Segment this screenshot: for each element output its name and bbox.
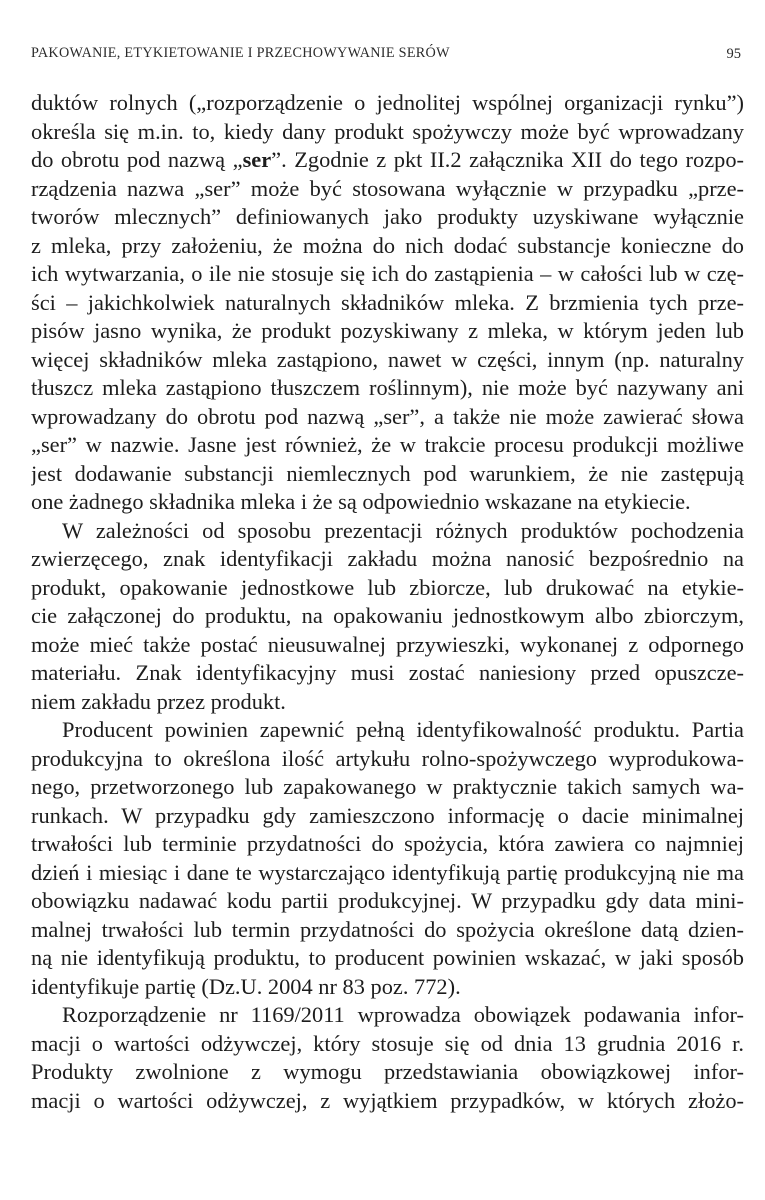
text-line: produkcyjna to określona ilość artykułu rolno-spożywczego wyprodukowa-: [31, 745, 744, 771]
text-line: zwierzęcego, znak identyfikacji zakładu można nanosić bezpośrednio na: [31, 546, 744, 571]
text-line: tłuszcz mleka zastąpiono tłuszczem roślinnym), nie może być nazywany ani: [31, 375, 744, 400]
text-line: duktów rolnych („rozporządzenie o jednolitej wspólnej organizacji rynku”): [31, 90, 744, 115]
text-line: macji o wartości odżywczej, który stosuje się od dnia 13 grudnia 2016 r.: [31, 1030, 744, 1056]
paragraph: [31, 517, 744, 717]
text-line: macji o wartości odżywczej, z wyjątkiem przypadków, w których złożo-: [31, 1087, 744, 1113]
text-segment: ”. Zgodnie z pkt II.2 załącznika XII do tego rozpo-: [271, 147, 744, 172]
text-line: niem zakładu przez produkt.: [31, 688, 286, 714]
text-line: określa się m.in. to, kiedy dany produkt spożywczy może być wprowadzany: [31, 118, 744, 144]
bold-term: ser: [242, 147, 272, 172]
text-line: pisów jasno wynika, że produkt pozyskiwany z mleka, w którym jeden lub: [31, 318, 744, 343]
text-line: rządzenia nazwa „ser” może być stosowana wyłącznie w przypadku „prze-: [31, 175, 744, 201]
text-line: Producent powinien zapewnić pełną identyfikowalność produktu. Partia: [62, 717, 744, 742]
text-line: obowiązku nadawać kodu partii produkcyjnej. W przypadku gdy data mini-: [31, 888, 744, 913]
text-line: więcej składników mleka zastąpiono, nawet w części, innym (np. naturalny: [31, 346, 744, 372]
text-line: cie załączonej do produktu, na opakowaniu jednostkowym albo zbiorczym,: [31, 603, 744, 628]
text-line: tworów mlecznych” definiowanych jako produkty uzyskiwane wyłącznie: [31, 204, 744, 229]
running-head: PAKOWANIE, ETYKIETOWANIE I PRZECHOWYWANIE SERÓW: [31, 45, 450, 61]
text-line: trwałości lub terminie przydatności do spożycia, która zawiera co najmniej: [31, 831, 744, 856]
text-line: z mleka, przy założeniu, że można do nich dodać substancje konieczne do: [31, 232, 744, 258]
text-line: Produkty zwolnione z wymogu przedstawiania obowiązkowej infor-: [31, 1059, 744, 1084]
text-line: malnej trwałości lub termin przydatności do spożycia określone datą dzien-: [31, 916, 744, 942]
text-line: produkt, opakowanie jednostkowe lub zbiorcze, lub drukować na etykie-: [31, 574, 744, 600]
text-line: one żadnego składnika mleka i że są odpowiednio wskazane na etykiecie.: [31, 489, 691, 514]
text-line: wprowadzany do obrotu pod nazwą „ser”, a także nie może zawierać słowa: [31, 403, 744, 429]
paragraph: [31, 716, 744, 1001]
text-line: runkach. W przypadku gdy zamieszczono informację o dacie minimalnej: [31, 802, 744, 828]
paragraph: [31, 1001, 744, 1115]
text-segment: do obrotu pod nazwą „: [31, 147, 243, 172]
text-line: Rozporządzenie nr 1169/2011 wprowadza obowiązek podawania infor-: [62, 1002, 744, 1027]
text-line: ną nie identyfikują produktu, to producent powinien wskazać, w jaki sposób: [31, 945, 744, 970]
page-header: [31, 45, 741, 69]
text-line: nego, przetworzonego lub zapakowanego w praktycznie takich samych wa-: [31, 774, 744, 799]
text-line: [31, 146, 744, 175]
text-line: ich wytwarzania, o ile nie stosuje się ich do zastąpienia – w całości lub w czę-: [31, 261, 744, 286]
text-line: identyfikuje partię (Dz.U. 2004 nr 83 poz. 772).: [31, 973, 461, 999]
text-line: ści – jakichkolwiek naturalnych składników mleka. Z brzmienia tych prze-: [31, 289, 744, 315]
page-number: 95: [726, 46, 741, 62]
text-line: może mieć także postać nieusuwalnej przywieszki, wykonanej z odpornego: [31, 631, 744, 657]
text-line: „ser” w nazwie. Jasne jest również, że w trakcie procesu produkcji możliwe: [31, 432, 744, 457]
body-text: [31, 89, 744, 1115]
text-line: jest dodawanie substancji niemlecznych pod warunkiem, że nie zastępują: [31, 460, 744, 486]
text-line: dzień i miesiąc i dane te wystarczająco identyfikują partię produkcyjną nie ma: [31, 859, 744, 885]
text-line: W zależności od sposobu prezentacji różnych produktów pochodzenia: [62, 517, 744, 543]
paragraph: [31, 89, 744, 517]
text-line: materiału. Znak identyfikacyjny musi zostać naniesiony przed opuszcze-: [31, 660, 744, 685]
